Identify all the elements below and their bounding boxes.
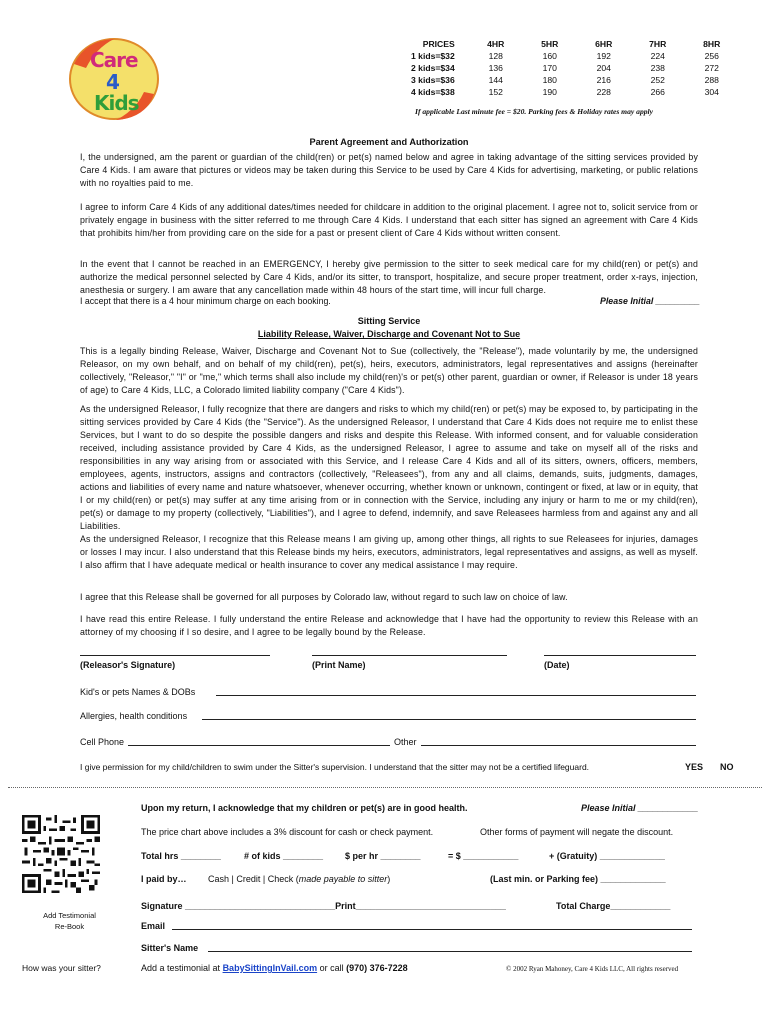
minimum-charge-text: I accept that there is a 4 hour minimum charge on each booking. [80,296,331,306]
price-cell: 2 kids=$34 [411,63,455,73]
good-health-statement: Upon my return, I acknowledge that my children or pet(s) are in good health. [141,803,468,813]
price-cell: 252 [650,75,665,85]
number-of-kids-field[interactable]: # of kids ________ [244,851,324,861]
names-label: Kid's or pets Names & DOBs [80,687,196,697]
price-cell: 228 [596,87,611,97]
payment-methods-text: Cash | Credit | Check ( [208,874,299,884]
total-hours-field[interactable]: Total hrs ________ [141,851,221,861]
swim-no-option[interactable]: NO [720,762,734,772]
price-cell: 266 [650,87,665,97]
logo-word-kids: Kids [94,91,139,115]
copyright-text: © 2002 Ryan Mahoney, Care 4 Kids LLC, All rights reserved [506,965,679,973]
cell-phone-label: Cell Phone [80,737,125,747]
print-name-label: (Print Name) [312,660,366,670]
date-label: (Date) [544,660,570,670]
price-cell: 152 [488,87,503,97]
logo-word-care: Care [90,48,138,72]
price-row [405,50,739,62]
price-table [405,38,739,98]
price-cell: 190 [542,87,557,97]
discount-note: The price chart above includes a 3% discount for cash or check payment. [141,827,434,837]
price-cell: 204 [596,63,611,73]
release-paragraph-4: I agree that this Release shall be governed for all purposes by Colorado law, without regard to such law on choice of law. [80,592,568,602]
agreement-paragraph-1: I, the undersigned, am the parent or guardian of the child(ren) or pet(s) named below and agree in taking advantage of the sitting services provided by Care 4 Kids. I am aware that pictures or videos may be taken during this Service to be used by Care 4 Kids for advertising, marketing, or public relations with no royalties paid to me. [80,152,698,188]
price-cell: 272 [704,63,719,73]
subtotal-field[interactable]: = $ ___________ [448,851,519,861]
swim-yes-option[interactable]: YES [685,762,704,772]
release-title: Sitting Service [357,316,421,326]
release-subtitle: Liability Release, Waiver, Discharge and Covenant Not to Sue [257,329,521,339]
release-paragraph-2: As the undersigned Releasor, I fully recognize that there are dangers and risks to which my child(ren) or pet(s) may be exposed to, by participating in the sitting services provided by Care 4 Kids (the "Service"). As the undersigned Releasor, I understand that Care 4 Kids does not require me to enlist these Services, but I want to do so despite the possible dangers and risks and despite this Release. With informed consent, and for valuable consideration received, including assistance provided by Care 4 Kids, as the undersigned Releasor, I agree to assume and take on myself all of the risks and responsibilities in any way arising from or associated with this Service, and I release Care 4 Kids and all of its sitters, owners, officers, members, employees, agents, instructors, assigns and contractors (collectively, "Releasees"), from any and all claims, demands, suits, judgments, damages, actions and liabilities of every name and nature whatsoever, whenever occurring, whether known or unknown, contingent or fixed, at law or in equity, that I or my child(ren) or pet(s) may suffer at any time arising from or in connection with the Service, including any injury or harm to me or my child(ren), pet(s) or damage to my property (collectively, "Liabilities"), and I agree to defend, indemnify, and save Releasees harmless from and against any and all Liabilities. [80,404,698,531]
gratuity-field[interactable]: + (Gratuity) _____________ [549,851,665,861]
price-header-cell: 7HR [649,39,667,49]
names-field[interactable] [216,686,696,696]
price-header-cell: PRICES [422,39,455,49]
check-note: made payable to sitter [298,874,388,884]
agreement-title: Parent Agreement and Authorization [309,137,469,147]
website-link[interactable]: BabySittingInVail.com [222,963,318,973]
releasor-signature-label: (Releasor's Signature) [80,660,176,670]
other-field[interactable] [421,736,696,746]
section-divider [8,787,762,788]
phone-number[interactable]: (970) 376-7228 [346,963,408,973]
agreement-paragraph-2: I agree to inform Care 4 Kids of any additional dates/times needed for childcare in addition to the original placement. I agree not to, solicit service from or privately engage in business with the sitter referred to me through Care 4 Kids. I understand that each sitter has signed an agreement with Care 4 Kids that prohibits him/her from providing care on the side for a past or present client of Care 4 Kids without written consent. [80,202,698,238]
logo-word-4: 4 [106,70,120,94]
fee-note: If applicable Last minute fee = $20. Parking fees & Holiday rates may apply [415,107,654,116]
price-cell: 160 [542,51,557,61]
signature-print-field[interactable]: Signature ______________________________Print______________________________ [141,901,506,911]
care4kids-logo [66,34,162,124]
total-charge-field[interactable]: Total Charge____________ [556,901,671,911]
price-cell: 216 [596,75,611,85]
payment-methods-close: ) [387,874,391,884]
last-minute-fee-field[interactable]: (Last min. or Parking fee) _____________ [490,874,666,884]
or-call-text: or call [319,963,344,973]
releasor-signature-line[interactable] [80,655,270,656]
release-paragraph-1: This is a legally binding Release, Waiver, Discharge and Covenant Not to Sue (collectively, the "Release"), made voluntarily by me, the undersigned Releasor, on my own behalf, and on behalf of my child(ren), pet(s), heirs, executors, administrators, legal representatives and assigns (hereinafter collectively, "Releasor," "I" or "me," which terms shall also include my child(ren)'s or pet(s) other parent, guardian or owner, if Releasor is under 18 years of age) to Care 4 Kids, LLC, a Colorado limited liability company ("Care 4 Kids"). [80,346,698,395]
cell-phone-field[interactable] [128,736,390,746]
sitter-name-field[interactable] [208,942,692,952]
how-was-sitter-text: How was your sitter? [22,963,101,973]
add-testimonial-text: Add a testimonial at [141,963,221,973]
release-paragraph-3: As the undersigned Releasor, I recognize that this Release means I am giving up, among other things, all rights to sue Releasees for injuries, damages or losses I may incur. I also understand that this Release binds my heirs, executors, administrators, legal representatives and assigns, as well as myself. I also affirm that I have adequate medical or health insurance to cover any medical assistance I may require. [80,534,698,570]
price-row [405,62,739,74]
allergies-field[interactable] [202,710,696,720]
rebook-label: Re-Book [54,922,85,931]
allergies-label: Allergies, health conditions [80,711,188,721]
price-header-cell: 4HR [487,39,505,49]
price-row [405,86,739,98]
price-cell: 238 [650,63,665,73]
price-cell: 136 [488,63,503,73]
paid-by-label: I paid by… [141,874,187,884]
email-label: Email [141,921,166,931]
price-cell: 3 kids=$36 [411,75,455,85]
other-payment-note: Other forms of payment will negate the discount. [480,827,674,837]
email-field[interactable] [172,920,692,930]
price-cell: 192 [596,51,611,61]
add-testimonial-label: Add Testimonial [43,911,96,920]
price-cell: 170 [542,63,557,73]
price-cell: 256 [704,51,719,61]
price-cell: 128 [488,51,503,61]
date-line[interactable] [544,655,696,656]
agreement-paragraph-3: In the event that I cannot be reached in an EMERGENCY, I hereby give permission to the sitter to seek medical care for my child(ren) or pet(s) and authorize the medical personnel selected by Care 4 Kids, and/or its sitter, to transport, hospitalize, and secure proper treatment, order x-rays, injection, anesthesia or surgery. I am aware that any cancellation made within 48 hours of the start time, will incur full charge. [80,259,698,295]
other-label: Other [394,737,417,747]
price-cell: 288 [704,75,719,85]
price-header-cell: 6HR [595,39,613,49]
price-header-cell: 8HR [703,39,721,49]
price-cell: 304 [704,87,719,97]
price-cell: 1 kids=$32 [411,51,455,61]
price-cell: 144 [488,75,503,85]
return-initial-field[interactable]: Please Initial ____________ [581,803,699,813]
qr-code[interactable] [22,815,100,893]
price-cell: 180 [542,75,557,85]
rate-per-hour-field[interactable]: $ per hr ________ [345,851,421,861]
swim-permission-text: I give permission for my child/children to swim under the Sitter's supervision. I understand that the sitter may not be a certified lifeguard. [80,762,590,772]
release-paragraph-5: I have read this entire Release. I fully understand the entire Release and acknowledge that I have had the opportunity to review this Release with an attorney of my choosing if I so desire, and I agree to be legally bound by the Release. [80,614,698,637]
price-cell: 4 kids=$38 [411,87,455,97]
price-cell: 224 [650,51,665,61]
price-header-row [405,38,739,50]
testimonial-line [141,963,408,973]
price-row [405,74,739,86]
initial-field[interactable]: Please Initial _________ [600,296,700,306]
print-name-line[interactable] [312,655,507,656]
payment-methods[interactable] [208,874,390,884]
sitter-name-label: Sitter's Name [141,943,199,953]
price-header-cell: 5HR [541,39,559,49]
